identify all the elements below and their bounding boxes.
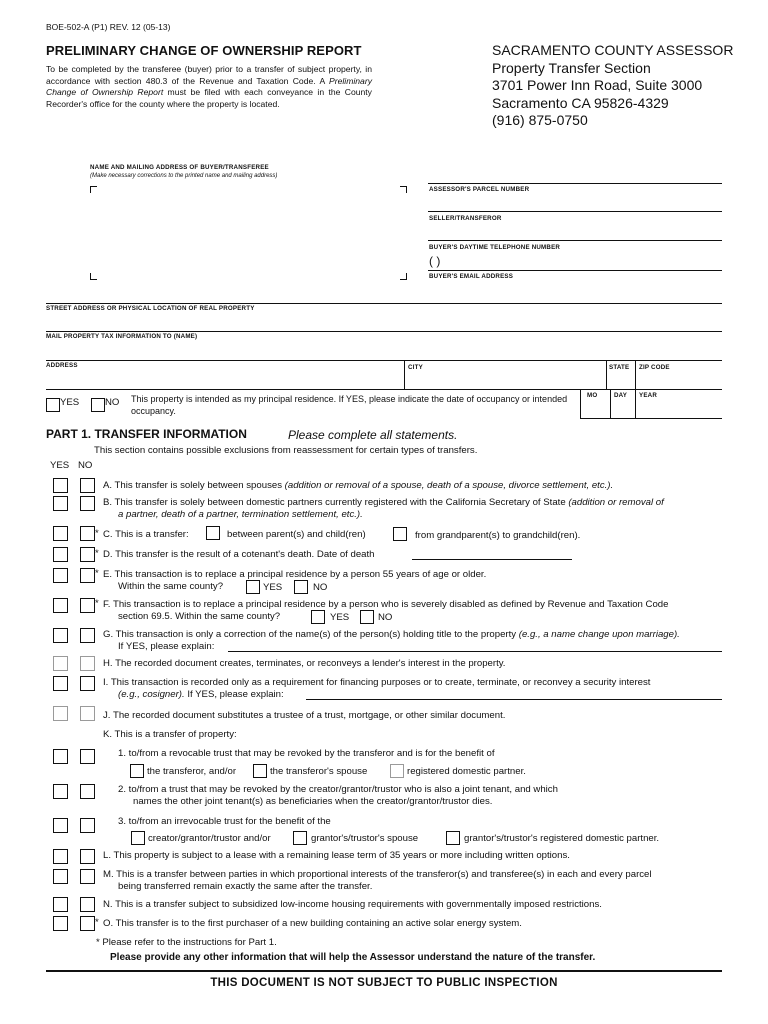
item-n-label: N. This is a transfer subject to subsidized low-income housing requirements with governmentally imposed restrictions.: [103, 899, 602, 910]
item-m-label-2: being transferred remain exactly the same after the transfer.: [118, 881, 373, 892]
item-j-yes-checkbox[interactable]: [53, 706, 68, 721]
address-label: ADDRESS: [46, 362, 78, 369]
item-b-yes-checkbox[interactable]: [53, 496, 68, 511]
zip-divider: [635, 360, 636, 390]
additional-info-note: Please provide any other information that will help the Assessor understand the nature of the transfer.: [110, 952, 596, 963]
item-k1-spouse-checkbox[interactable]: [253, 764, 267, 778]
item-m-yes-checkbox[interactable]: [53, 869, 68, 884]
state-label: STATE: [609, 364, 630, 371]
address-corner-tr: [400, 186, 407, 193]
item-d-yes-checkbox[interactable]: [53, 547, 68, 562]
item-b-text: [103, 497, 664, 509]
item-g-explain-field[interactable]: [228, 651, 722, 652]
item-b-text-2: [118, 509, 363, 521]
item-e-county-no-checkbox[interactable]: [294, 580, 308, 594]
parcel-label: ASSESSOR'S PARCEL NUMBER: [429, 186, 530, 193]
assessor-section: Property Transfer Section: [492, 59, 651, 76]
email-label: BUYER'S EMAIL ADDRESS: [429, 273, 514, 280]
item-c-parent-child-checkbox[interactable]: [206, 526, 220, 540]
page-title: PRELIMINARY CHANGE OF OWNERSHIP REPORT: [46, 43, 362, 58]
item-h-yes-checkbox[interactable]: [53, 656, 68, 671]
item-k2-label-2: names the other joint tenant(s) as beneficiaries when the creator/grantor/trustor dies.: [133, 796, 493, 807]
item-j-no-checkbox[interactable]: [80, 706, 95, 721]
item-n-yes-checkbox[interactable]: [53, 897, 68, 912]
item-i-italic: (e.g., cosigner).: [118, 689, 185, 700]
item-k3-yes-checkbox[interactable]: [53, 818, 68, 833]
email-label-line: [428, 270, 722, 271]
intro-paragraph: [46, 64, 372, 110]
buyer-name-note: (Make necessary corrections to the printed name and mailing address): [90, 173, 278, 179]
intro-text-italic: Preliminary Change of Ownership Report: [46, 75, 372, 97]
residence-no-label: NO: [105, 397, 120, 408]
item-k3-creator-label: creator/grantor/trustor and/or: [148, 833, 271, 844]
phone-field[interactable]: ( ): [429, 254, 441, 268]
item-a-yes-checkbox[interactable]: [53, 478, 68, 493]
mo-divider: [580, 389, 581, 419]
item-k1-label: 1. to/from a revocable trust that may be revoked by the transferor and is for the benefit of: [118, 748, 495, 759]
item-k1-yes-checkbox[interactable]: [53, 749, 68, 764]
item-c-parent-child-label: between parent(s) and child(ren): [227, 529, 366, 540]
item-c-grandparent-checkbox[interactable]: [393, 527, 407, 541]
item-a-italic: (addition or removal of a spouse, death of a spouse, divorce settlement, etc.).: [284, 480, 614, 491]
item-c-grandparent-label: from grandparent(s) to grandchild(ren).: [415, 530, 581, 541]
item-b-italic-2: a partner, death of a partner, termination settlement, etc.).: [118, 509, 363, 520]
yes-column-header: YES: [50, 460, 70, 471]
item-g-label: G. This transaction is only a correction of the name(s) of the person(s) holding title to the property: [103, 629, 519, 640]
item-o-label: O. This transfer is to the first purchaser of a new building containing an active solar energy system.: [103, 918, 522, 929]
part1-footnote: * Please refer to the instructions for Part 1.: [96, 937, 277, 948]
address-line: [46, 360, 722, 361]
item-a-text: [103, 480, 613, 492]
state-divider: [606, 360, 607, 390]
residence-yes-checkbox[interactable]: [46, 398, 60, 412]
item-j-label: J. The recorded document substitutes a trustee of a trust, mortgage, or other similar document.: [103, 710, 506, 721]
item-o-star: *: [95, 917, 99, 928]
parcel-field-line[interactable]: [428, 183, 722, 184]
item-k3-label: 3. to/from an irrevocable trust for the benefit of the: [118, 816, 331, 827]
phone-label-line: [428, 240, 722, 241]
mo-label: MO: [587, 392, 598, 399]
item-k3-creator-checkbox[interactable]: [131, 831, 145, 845]
item-k2-yes-checkbox[interactable]: [53, 784, 68, 799]
item-c-label: C. This is a transfer:: [103, 529, 189, 540]
item-e-label: E. This transaction is to replace a principal residence by a person 55 years of age or older.: [103, 569, 487, 580]
form-id: BOE-502-A (P1) REV. 12 (05-13): [46, 22, 171, 32]
footer-divider: [46, 970, 722, 972]
city-divider: [404, 360, 405, 390]
item-e-county-yes-checkbox[interactable]: [246, 580, 260, 594]
seller-label: SELLER/TRANSFEROR: [429, 215, 502, 222]
item-g-text: [103, 629, 680, 641]
item-k3-spouse-checkbox[interactable]: [293, 831, 307, 845]
assessor-city: Sacramento CA 95826-4329: [492, 94, 669, 111]
item-e-county-no-label: NO: [313, 582, 328, 593]
item-i-no-checkbox[interactable]: [80, 676, 95, 691]
item-f-county-yes-label: YES: [330, 612, 350, 623]
item-e-yes-checkbox[interactable]: [53, 568, 68, 583]
item-k3-no-checkbox[interactable]: [80, 818, 95, 833]
item-f-yes-checkbox[interactable]: [53, 598, 68, 613]
item-i-label: I. This transaction is recorded only as a requirement for financing purposes or to create, terminate, or reconvey a security interest: [103, 677, 651, 688]
item-k1-no-checkbox[interactable]: [80, 749, 95, 764]
address-corner-br[interactable]: [400, 273, 407, 280]
item-k1-spouse-label: the transferor's spouse: [270, 766, 368, 777]
item-c-yes-checkbox[interactable]: [53, 526, 68, 541]
item-d-label: D. This transfer is the result of a cotenant's death. Date of death: [103, 549, 375, 560]
item-f-county-no-label: NO: [378, 612, 393, 623]
item-k1-transferor-label: the transferor, and/or: [147, 766, 237, 777]
item-k2-label: 2. to/from a trust that may be revoked by the creator/grantor/trustor who is also a joint tenant, and which: [118, 784, 558, 795]
zip-label: ZIP CODE: [639, 364, 670, 371]
intro-text-2: must be filed with each conveyance in the County Recorder's office for the county where the property is located.: [46, 87, 372, 109]
address-corner-bl: [90, 273, 97, 280]
no-column-header: NO: [78, 460, 93, 471]
date-of-death-field[interactable]: [412, 559, 572, 560]
item-k1-partner-label: registered domestic partner.: [407, 766, 526, 777]
buyer-name-label: NAME AND MAILING ADDRESS OF BUYER/TRANSFEREE: [90, 164, 269, 171]
item-a-label: A. This transfer is solely between spouses: [103, 480, 285, 491]
item-i-explain-label: If YES, please explain:: [184, 689, 284, 700]
item-a-no-checkbox[interactable]: [80, 478, 95, 493]
day-label: DAY: [614, 392, 628, 399]
item-i-explain-field[interactable]: [306, 699, 722, 700]
phone-label: BUYER'S DAYTIME TELEPHONE NUMBER: [429, 244, 561, 251]
item-f-label: F. This transaction is to replace a principal residence by a person who is severely disabled as defined by Revenue and Taxation Code: [103, 599, 669, 610]
item-f-county-yes-checkbox[interactable]: [311, 610, 325, 624]
item-b-label: B. This transfer is solely between domestic partners currently registered with the California Secretary of State: [103, 497, 569, 508]
item-c-no-checkbox[interactable]: [80, 526, 95, 541]
item-c-star: *: [95, 528, 99, 539]
item-m-label: M. This is a transfer between parties in which proportional interests of the transferor(s) and transferee(s) in each and every parcel: [103, 869, 652, 880]
address-corner-tl: [90, 186, 97, 193]
seller-field-line[interactable]: [428, 211, 722, 212]
item-l-yes-checkbox[interactable]: [53, 849, 68, 864]
item-d-star: *: [95, 548, 99, 559]
item-k1-partner-checkbox[interactable]: [390, 764, 404, 778]
item-g-italic: (e.g., a name change upon marriage).: [518, 629, 680, 640]
item-k-label: K. This is a transfer of property:: [103, 729, 237, 740]
item-e-no-checkbox[interactable]: [80, 568, 95, 583]
year-label: YEAR: [639, 392, 657, 399]
item-g-no-checkbox[interactable]: [80, 628, 95, 643]
item-k2-no-checkbox[interactable]: [80, 784, 95, 799]
assessor-street: 3701 Power Inn Road, Suite 3000: [492, 77, 703, 93]
item-n-no-checkbox[interactable]: [80, 897, 95, 912]
intro-text-1: To be completed by the transferee (buyer) prior to a transfer of subject property, in accordance with section 480.3 of the Revenue and Taxation Code. A: [46, 64, 372, 86]
day-divider: [610, 389, 611, 419]
item-l-label: L. This property is subject to a lease with a remaining lease term of 35 years or more including written options.: [103, 850, 570, 861]
residence-no-checkbox[interactable]: [91, 398, 105, 412]
residence-line: [46, 389, 722, 390]
item-k1-transferor-checkbox[interactable]: [130, 764, 144, 778]
item-i-yes-checkbox[interactable]: [53, 676, 68, 691]
item-f-county-label: section 69.5. Within the same county?: [118, 611, 281, 622]
item-l-no-checkbox[interactable]: [80, 849, 95, 864]
part1-intro: This section contains possible exclusions from reassessment for certain types of transfers.: [94, 445, 478, 456]
part1-subtitle: Please complete all statements.: [288, 428, 458, 442]
item-o-no-checkbox[interactable]: [80, 916, 95, 931]
item-f-star: *: [95, 598, 99, 609]
assessor-phone: (916) 875-0750: [492, 112, 588, 128]
item-h-no-checkbox[interactable]: [80, 656, 95, 671]
year-divider: [635, 389, 636, 419]
mail-line: [46, 331, 722, 332]
item-e-star: *: [95, 568, 99, 579]
date-bottom-line: [580, 418, 722, 419]
item-g-explain-label: If YES, please explain:: [118, 641, 215, 652]
street-label: STREET ADDRESS OR PHYSICAL LOCATION OF REAL PROPERTY: [46, 305, 255, 312]
item-g-yes-checkbox[interactable]: [53, 628, 68, 643]
residence-statement: This property is intended as my principal residence. If YES, please indicate the date of occupancy or intended occupancy.: [131, 394, 568, 416]
street-line: [46, 303, 722, 304]
item-e-county-yes-label: YES: [263, 582, 283, 593]
residence-yes-label: YES: [60, 397, 80, 408]
item-b-italic-1: (addition or removal of: [568, 497, 664, 508]
item-f-no-checkbox[interactable]: [80, 598, 95, 613]
item-h-label: H. The recorded document creates, terminates, or reconveys a lender's interest in the property.: [103, 658, 506, 669]
city-label: CITY: [408, 364, 423, 371]
item-d-no-checkbox[interactable]: [80, 547, 95, 562]
item-m-no-checkbox[interactable]: [80, 869, 95, 884]
mail-label: MAIL PROPERTY TAX INFORMATION TO (NAME): [46, 333, 198, 340]
item-f-county-no-checkbox[interactable]: [360, 610, 374, 624]
item-o-yes-checkbox[interactable]: [53, 916, 68, 931]
assessor-address-block: [492, 42, 733, 130]
assessor-name: SACRAMENTO COUNTY ASSESSOR: [492, 42, 734, 58]
part1-title: PART 1. TRANSFER INFORMATION: [46, 427, 247, 441]
item-i-text-2: [118, 689, 284, 701]
public-inspection-notice: THIS DOCUMENT IS NOT SUBJECT TO PUBLIC INSPECTION: [210, 977, 558, 989]
item-e-county-label: Within the same county?: [118, 581, 224, 592]
item-k3-partner-label: grantor's/trustor's registered domestic partner.: [464, 833, 660, 844]
item-k3-spouse-label: grantor's/trustor's spouse: [311, 833, 419, 844]
item-k3-partner-checkbox[interactable]: [446, 831, 460, 845]
item-b-no-checkbox[interactable]: [80, 496, 95, 511]
